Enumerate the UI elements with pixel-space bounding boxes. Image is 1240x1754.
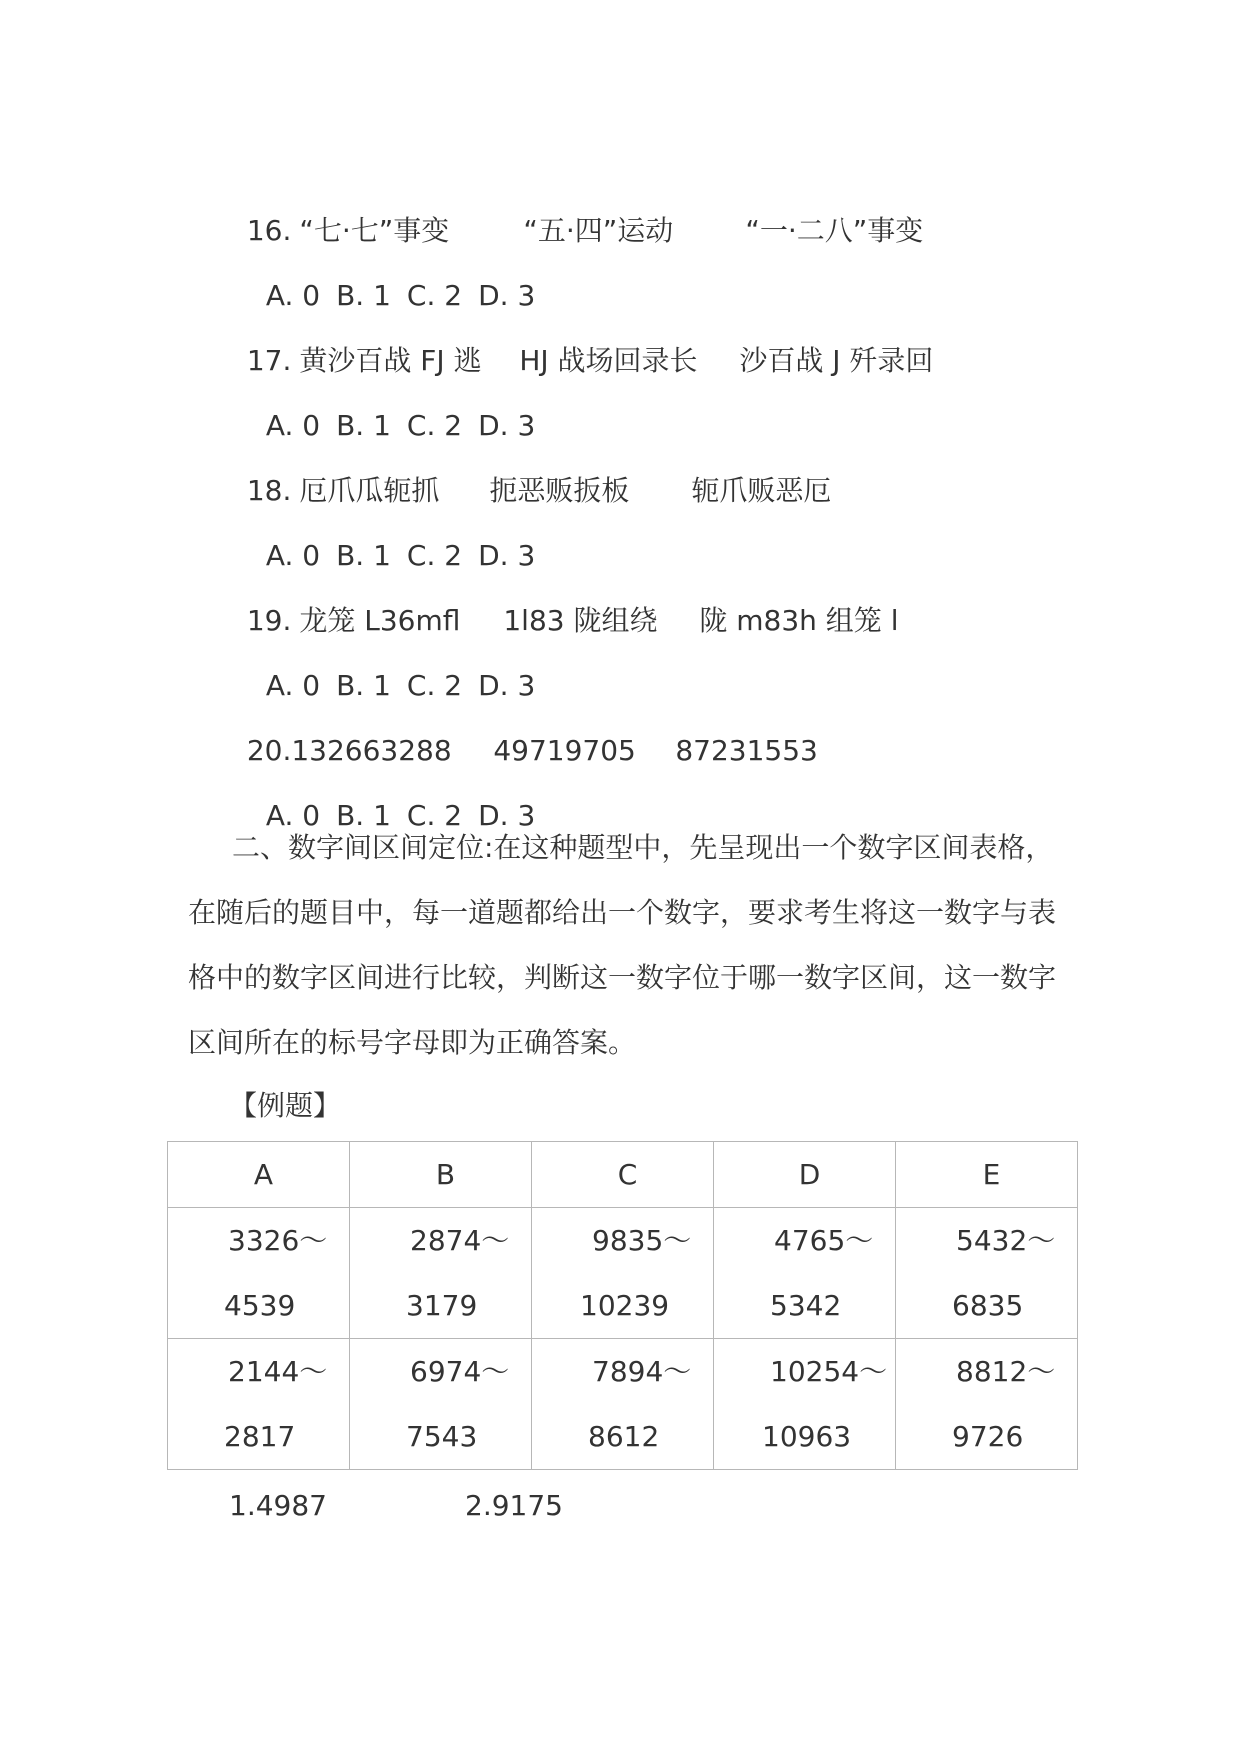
question-item: 黄沙百战 FJ 逃 (299, 344, 482, 377)
example-label: 【例题】 (229, 1089, 342, 1122)
table-cell (168, 1339, 350, 1470)
question-19 (229, 567, 898, 639)
table-cell (350, 1339, 532, 1470)
question-item: “一·二八”事变 (745, 214, 924, 247)
answer-options (248, 372, 551, 444)
option-b[interactable]: B. 1 (336, 539, 391, 572)
option-d[interactable]: D. 3 (478, 669, 536, 702)
question-item: 49719705 (493, 734, 636, 767)
interval-end: 2817 (224, 1420, 296, 1453)
answer-options (248, 502, 551, 574)
interval-end: 10963 (762, 1420, 852, 1453)
option-a[interactable]: A. 0 (265, 409, 321, 442)
question-item: “七·七”事变 (299, 214, 450, 247)
question-item: HJ 战场回录长 (519, 344, 698, 377)
table-cell (896, 1208, 1078, 1339)
table-header-c: C (532, 1142, 714, 1208)
question-item: 1l83 陇组绕 (503, 604, 658, 637)
option-d[interactable]: D. 3 (478, 539, 536, 572)
table-header-e: E (896, 1142, 1078, 1208)
section-two-paragraph (188, 815, 1068, 1075)
question-item: 沙百战 J 歼录回 (739, 344, 934, 377)
question-item: 龙笼 L36mfl (299, 604, 461, 637)
footer-value-2: 2.9175 (465, 1489, 563, 1522)
option-a[interactable]: A. 0 (265, 799, 321, 832)
interval-table (167, 1141, 1078, 1470)
question-16 (229, 177, 923, 249)
option-a[interactable]: A. 0 (265, 539, 321, 572)
table-header-row (168, 1142, 1078, 1208)
interval-end: 5342 (770, 1289, 842, 1322)
question-item: 132663288 (291, 734, 452, 767)
table-cell (714, 1208, 896, 1339)
question-number: 18. (246, 474, 292, 507)
option-b[interactable]: B. 1 (336, 279, 391, 312)
table-cell (532, 1208, 714, 1339)
option-c[interactable]: C. 2 (406, 669, 463, 702)
interval-start: 9835～ (592, 1224, 692, 1257)
question-item: “五·四”运动 (523, 214, 674, 247)
table-cell (350, 1208, 532, 1339)
interval-end: 8612 (588, 1420, 660, 1453)
answer-options (248, 242, 551, 314)
table-cell (714, 1339, 896, 1470)
table-header-b: B (350, 1142, 532, 1208)
table-row (168, 1339, 1078, 1470)
question-number: 17. (246, 344, 292, 377)
footer-value-1: 1.4987 (229, 1489, 327, 1522)
interval-end: 6835 (952, 1289, 1024, 1322)
section-two-text: 二、数字间区间定位:在这种题型中，先呈现出一个数字区间表格，在随后的题目中，每一道题都给出一个数字，要求考生将这一数字与表格中的数字区间进行比较，判断这一数字位于哪一数字区间，这一数字区间所在的标号字母即为正确答案。 (188, 831, 1057, 1059)
option-c[interactable]: C. 2 (406, 539, 463, 572)
interval-start: 2874～ (410, 1224, 510, 1257)
option-c[interactable]: C. 2 (406, 279, 463, 312)
question-item: 轭爪贩恶厄 (691, 474, 832, 507)
interval-start: 4765～ (774, 1224, 874, 1257)
option-d[interactable]: D. 3 (478, 279, 536, 312)
interval-start: 10254～ (770, 1355, 888, 1388)
interval-end: 10239 (580, 1289, 670, 1322)
question-20 (229, 697, 818, 769)
interval-start: 6974～ (410, 1355, 510, 1388)
question-number: 16. (246, 214, 292, 247)
interval-end: 4539 (224, 1289, 296, 1322)
option-b[interactable]: B. 1 (336, 669, 391, 702)
question-number: 20. (246, 734, 292, 767)
table-cell (532, 1339, 714, 1470)
question-item: 陇 m83h 组笼 l (699, 604, 899, 637)
interval-start: 7894～ (592, 1355, 692, 1388)
interval-end: 3179 (406, 1289, 478, 1322)
option-b[interactable]: B. 1 (336, 799, 391, 832)
table-header-d: D (714, 1142, 896, 1208)
option-b[interactable]: B. 1 (336, 409, 391, 442)
table-row (168, 1208, 1078, 1339)
interval-end: 9726 (952, 1420, 1024, 1453)
interval-start: 8812～ (956, 1355, 1056, 1388)
question-number: 19. (246, 604, 292, 637)
question-item: 厄爪瓜轭抓 (299, 474, 440, 507)
question-17 (229, 307, 933, 379)
option-c[interactable]: C. 2 (406, 409, 463, 442)
question-item: 87231553 (675, 734, 818, 767)
option-a[interactable]: A. 0 (265, 669, 321, 702)
table-cell (168, 1208, 350, 1339)
table-cell (896, 1339, 1078, 1470)
answer-options (248, 632, 551, 704)
option-d[interactable]: D. 3 (478, 409, 536, 442)
interval-start: 5432～ (956, 1224, 1056, 1257)
option-c[interactable]: C. 2 (406, 799, 463, 832)
interval-start: 3326～ (228, 1224, 328, 1257)
question-item: 扼恶贩扳板 (489, 474, 630, 507)
table-header-a: A (168, 1142, 350, 1208)
interval-start: 2144～ (228, 1355, 328, 1388)
interval-end: 7543 (406, 1420, 478, 1453)
option-a[interactable]: A. 0 (265, 279, 321, 312)
question-18 (229, 437, 831, 509)
option-d[interactable]: D. 3 (478, 799, 536, 832)
